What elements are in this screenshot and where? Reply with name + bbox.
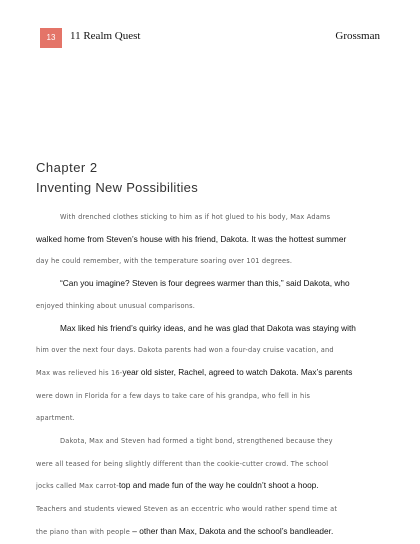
text-segment: Dakota, Max and Steven had formed a tight bond, strengthened because they <box>60 437 333 446</box>
text-line <box>36 318 384 340</box>
text-line <box>36 430 384 453</box>
text-segment: apartment. <box>36 414 75 423</box>
text-line <box>36 339 384 362</box>
text-line <box>36 250 384 273</box>
text-line <box>36 273 384 295</box>
paragraph <box>36 318 384 431</box>
text-segment: him over the next four days. Dakota parents had won a four-day cruise vacation, and <box>36 346 334 355</box>
page-number-badge: 13 <box>40 28 62 48</box>
text-line <box>36 385 384 408</box>
text-segment: were all teased for being slightly different than the cookie-cutter crowd. The school <box>36 459 329 468</box>
page-header <box>40 28 380 48</box>
text-segment: the piano than with people <box>36 527 130 536</box>
text-segment: day he could remember, with the temperature soaring over 101 degrees. <box>36 257 293 266</box>
text-segment: Teachers and students viewed Steven as an eccentric who would rather spend time at <box>36 505 338 514</box>
text-line <box>36 407 384 430</box>
text-line <box>36 206 384 229</box>
text-segment: With drenched clothes sticking to him as if hot glued to his body, Max Adams <box>60 213 331 221</box>
paragraph <box>36 206 384 273</box>
text-segment: walked home from Steven’s house with his friend, Dakota. It was the hottest summer <box>36 233 347 244</box>
body-text <box>36 206 384 544</box>
paragraph <box>36 273 384 317</box>
text-segment: enjoyed thinking about unusual comparisons. <box>36 301 196 310</box>
chapter-title: Inventing New Possibilities <box>36 180 199 195</box>
text-segment: Max liked his friend’s quirky ideas, and he was glad that Dakota was staying with <box>60 322 356 333</box>
text-line <box>36 475 384 498</box>
text-segment: top and made fun of the way he couldn’t shoot a hoop. <box>118 480 319 491</box>
text-line <box>36 453 384 476</box>
text-segment: “Can you imagine? Steven is four degrees warmer than this,” said Dakota, who <box>60 278 350 289</box>
book-title: 11 Realm Quest <box>70 30 141 42</box>
text-line <box>36 295 384 318</box>
text-segment: jocks called Max carrot- <box>36 482 119 491</box>
chapter-number: Chapter 2 <box>36 160 98 175</box>
text-line <box>36 362 384 385</box>
text-segment: were down in Florida for a few days to take care of his grandpa, who fell in his <box>36 391 311 400</box>
text-line <box>36 521 384 544</box>
text-line <box>36 498 384 521</box>
text-segment: Max was relieved his 16- <box>36 368 123 377</box>
paragraph <box>36 430 384 544</box>
text-segment: year old sister, Rachel, agreed to watch Dakota. Max’s parents <box>122 366 353 377</box>
text-segment: – other than Max, Dakota and the school’s bandleader. <box>130 525 334 536</box>
text-line <box>36 229 384 251</box>
author-name: Grossman <box>335 30 380 42</box>
